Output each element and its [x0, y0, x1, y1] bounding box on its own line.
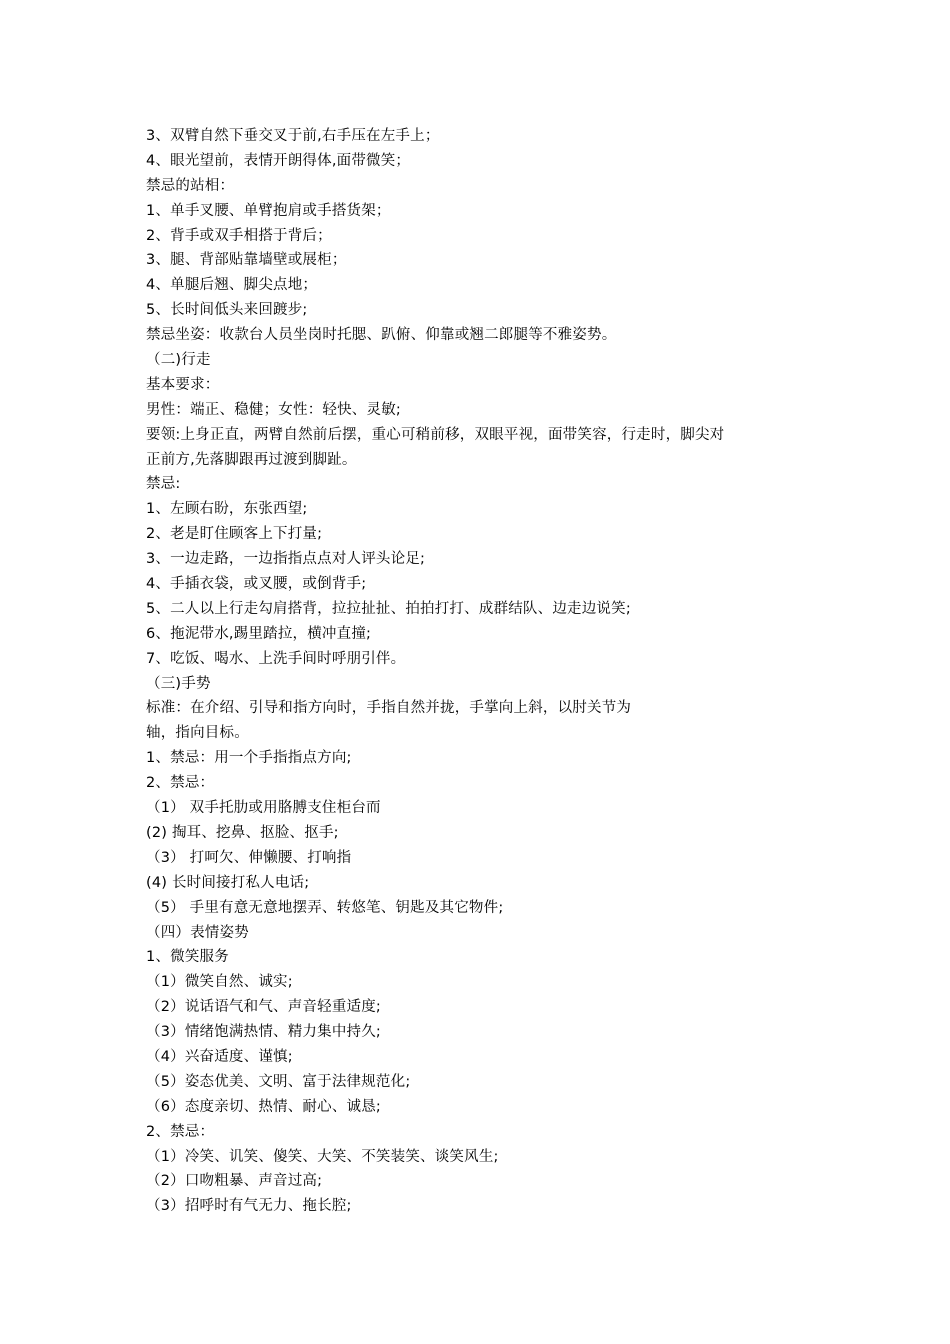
text-line: 要领:上身正直，两臂自然前后摆，重心可稍前移，双眼平视，面带笑容，行走时，脚尖对	[146, 426, 725, 443]
text-line: 3、腿、背部贴靠墙壁或展柜；	[146, 252, 347, 269]
text-line: 4、单腿后翘、脚尖点地；	[146, 277, 318, 294]
text-line: 正前方,先落脚跟再过渡到脚趾。	[146, 451, 357, 468]
text-line: 4、手插衣袋，或叉腰，或倒背手;	[146, 576, 367, 593]
text-line: （6）态度亲切、热情、耐心、诚恳;	[146, 1098, 382, 1115]
text-line: （5） 手里有意无意地摆弄、转悠笔、钥匙及其它物件;	[146, 899, 504, 916]
text-line: （1） 双手托肋或用胳膊支住柜台而	[146, 800, 381, 817]
section-heading: （三)手势	[146, 675, 211, 692]
section-heading: （四）表情姿势	[146, 924, 249, 941]
text-line: 3、双臂自然下垂交叉于前,右手压在左手上；	[146, 128, 440, 144]
text-line: （1）微笑自然、诚实;	[146, 974, 293, 991]
text-line: （3）情绪饱满热情、精力集中持久;	[146, 1024, 382, 1041]
text-line: 1、微笑服务	[146, 949, 229, 966]
text-line: （3）招呼时有气无力、拖长腔;	[146, 1198, 352, 1215]
text-line: （2）说话语气和气、声音轻重适度;	[146, 999, 382, 1016]
text-line: 2、老是盯住顾客上下打量;	[146, 526, 323, 543]
text-line: 男性：端正、稳健；女性：轻快、灵敏;	[146, 401, 401, 418]
text-line: 4、眼光望前，表情开朗得体,面带微笑；	[146, 152, 411, 169]
text-line: 标准：在介绍、引导和指方向时，手指自然并拢，手掌向上斜，以肘关节为	[146, 700, 632, 717]
text-line: 轴，指向目标。	[146, 725, 249, 742]
text-line: (2) 掏耳、挖鼻、抠脸、抠手;	[146, 824, 339, 841]
text-line: 1、单手叉腰、单臂抱肩或手搭货架；	[146, 202, 391, 219]
document-body	[146, 124, 826, 1219]
text-line: 1、左顾右盼，东张西望;	[146, 501, 308, 518]
text-line: 2、背手或双手相搭于背后；	[146, 227, 332, 244]
text-line: 3、一边走路，一边指指点点对人评头论足;	[146, 551, 426, 568]
text-line: 5、长时间低头来回踱步;	[146, 302, 308, 319]
text-line: (4) 长时间接打私人电话;	[146, 874, 310, 891]
text-line: 1、禁忌：用一个手指指点方向;	[146, 750, 352, 767]
text-line: 基本要求：	[146, 376, 220, 393]
text-line: 2、禁忌：	[146, 775, 215, 792]
text-line: （4）兴奋适度、谨慎;	[146, 1048, 293, 1065]
text-line: （3） 打呵欠、伸懒腰、打响指	[146, 849, 352, 866]
section-heading: 禁忌的站相：	[146, 177, 235, 194]
text-line: 6、拖泥带水,踢里踏拉，横冲直撞;	[146, 625, 372, 642]
text-line: 2、禁忌：	[146, 1123, 215, 1140]
text-line: （2）口吻粗暴、声音过高;	[146, 1173, 323, 1190]
text-line: （1）冷笑、讥笑、傻笑、大笑、不笑装笑、谈笑风生;	[146, 1148, 499, 1165]
text-line: 7、吃饭、喝水、上洗手间时呼朋引伴。	[146, 650, 406, 667]
text-line: 禁忌坐姿：收款台人员坐岗时托腮、趴俯、仰靠或翘二郎腿等不雅姿势。	[146, 327, 617, 344]
text-line: 5、二人以上行走勾肩搭背，拉拉扯扯、拍拍打打、成群结队、边走边说笑;	[146, 600, 631, 617]
section-heading: （二)行走	[146, 352, 211, 369]
text-line: （5）姿态优美、文明、富于法律规范化;	[146, 1073, 411, 1090]
text-line: 禁忌:	[146, 476, 181, 493]
